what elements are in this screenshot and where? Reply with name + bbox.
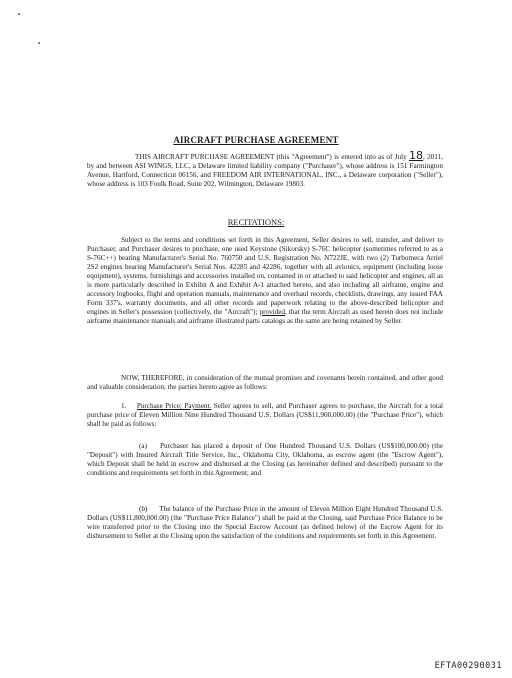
subsection-b-paragraph bbox=[87, 505, 443, 541]
intro-text-end: , 2011, by and between ASI WINGS, LLC, a Delaware limited liability company ("Purchaser"), whose address is 151 Farmington Avenue, Hartford, Connecticut 06156, and FREEDOM AIR INTERNATIONAL, INC., a Delaware corporation ("Seller"), whose address is 103 Foulk Road, Suite 202, Wilmington, Delaware 19803. bbox=[87, 153, 444, 188]
section-1-text: Seller agrees to sell, and Purchaser agrees to purchase, the Aircraft for a total purchase price of Eleven Million Nine Hundred Thousand U.S. Dollars (US$11,900,000.00) (the "Purchase Price"), which shall be paid as follows: bbox=[87, 402, 444, 428]
recitals-text-end: , that the term Aircraft as used herein does not include airframe maintenance manuals and airframe illustrated parts catalogs as the same are being retained by Seller. bbox=[87, 308, 444, 325]
provided-word: provided bbox=[259, 308, 286, 316]
intro-text-start: THIS AIRCRAFT PURCHASE AGREEMENT (this "Agreement") is entered into as of July bbox=[135, 153, 407, 161]
scan-speck bbox=[18, 13, 20, 15]
subsection-a-text: Purchaser has placed a deposit of One Hundred Thousand U.S. Dollars (US$100,000.00) (the "Deposit") with Insured Aircraft Title Service, Inc., Oklahoma City, Oklahoma, as escrow agent (the "Escrow Agent"), which Deposit shall be held in escrow and disbursed at the Closing (as hereinafter defined and described) pursuant to the conditions and requirements set forth in this Agreement; and bbox=[87, 442, 444, 477]
section-1-heading: Purchase Price; Payment. bbox=[136, 402, 212, 410]
document-title: AIRCRAFT PURCHASE AGREEMENT bbox=[173, 135, 339, 145]
section-1-paragraph bbox=[87, 402, 443, 429]
handwritten-day: 18 bbox=[409, 149, 424, 162]
intro-paragraph bbox=[87, 149, 444, 189]
now-therefore-paragraph bbox=[87, 374, 443, 392]
subsection-a-label: (a) bbox=[139, 442, 147, 450]
subsection-b-text: The balance of the Purchase Price in the amount of Eleven Million Eight Hundred Thousand U.S. Dollars (US$11,800,000.00) (the "Purchase Price Balance") shall be paid at the Closing, said Purchase Price Balance to be wire transferred prior to the Closing into the Special Escrow Account (as defined below) of the Escrow Agent for its disbursement to Seller at the Closing upon the satisfaction of the conditions and requirements set forth in this Agreement. bbox=[87, 505, 444, 540]
section-1-number: 1. bbox=[121, 402, 127, 410]
recitals-heading: RECITATIONS: bbox=[227, 217, 285, 227]
scan-speck bbox=[38, 42, 40, 44]
now-therefore-text: NOW, THEREFORE, in consideration of the mutual promises and covenants herein contained, and other good and valuable consideration, the parties hereto agree as follows: bbox=[87, 374, 443, 391]
subsection-a-paragraph bbox=[87, 442, 443, 478]
document-id-footer: EFTA00290031 bbox=[434, 661, 502, 671]
subsection-b-label: (b) bbox=[139, 505, 148, 513]
recitals-text-start: Subject to the terms and conditions set forth in this Agreement, Seller desires to sell, transfer, and deliver to Purchaser, and Purchaser desires to purchase, one used Keystone (Sikorsky) S-76C helicopter (sometimes referred to as a S-76C++) bearing Manufacturer's Serial No. 760750 and U.S. Registration No. N722JE, with two (2) Turbomeca Arriel 2S2 engines bearing Manufacturer's Serial Nos. 42285 and 42286, together with all avionics, equipment (including loose equipment), systems, furnishings and accessories installed on, contained in or attached to said helicopter and engines, all as is more particularly described in Exhibit A and Exhibit A-1 attached hereto, and also including all airframe, engine and accessory logbooks, flight and operation manuals, maintenance and overhaul records, checklists, drawings, any issued FAA Form 337's, warranty documents, and all other records and paperwork relating to the above-described helicopter and engines in Seller's possession (collectively, the "Aircraft"); bbox=[87, 236, 443, 316]
recitals-paragraph bbox=[87, 236, 443, 326]
